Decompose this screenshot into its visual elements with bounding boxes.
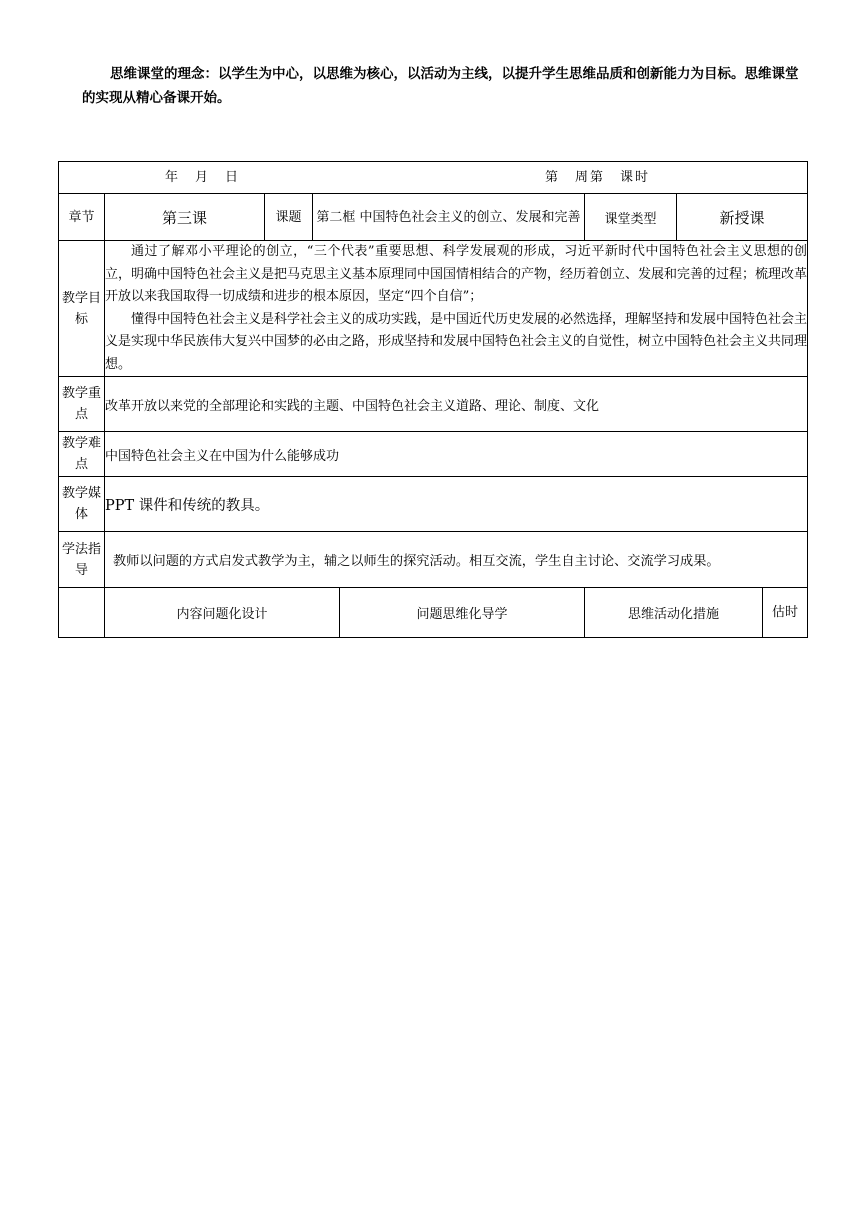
info-row [59,194,808,241]
date-row [59,162,808,194]
topic-value: 第二框 中国特色社会主义的创立、发展和完善 [313,194,585,241]
week-period-text: 第 周第 课时 [545,170,651,185]
column-header-row [59,588,808,638]
media-row [59,477,808,532]
column-time-estimate: 估时 [763,588,808,638]
key-points-row [59,377,808,432]
column-question-guide: 问题思维化导学 [340,588,585,638]
method-label: 学法指导 [59,532,105,588]
goals-paragraph-2: 懂得中国特色社会主义是科学社会主义的成功实践，是中国近代历史发展的必然选择，理解坚持和发展中国特色社会主义是实现中华民族伟大复兴中国梦的必由之路，形成坚持和发展中国特色社会主义的自觉性，树立中国特色社会主义共同理想。 [105,311,808,372]
chapter-label: 章节 [59,194,105,241]
difficulty-value: 中国特色社会主义在中国为什么能够成功 [105,432,808,477]
goals-label: 教学目标 [59,241,105,377]
method-value: 教师以问题的方式启发式教学为主，辅之以师生的探究活动。相互交流，学生自主讨论、交流学习成果。 [105,532,808,588]
method-row [59,532,808,588]
chapter-value: 第三课 [105,194,265,241]
intro-paragraph: 思维课堂的理念：以学生为中心，以思维为核心，以活动为主线，以提升学生思维品质和创新能力为目标。思维课堂的实现从精心备课开始。 [82,66,799,106]
goals-paragraph-1: 通过了解邓小平理论的创立，“三个代表”重要思想、科学发展观的形成，习近平新时代中国特色社会主义思想的创立，明确中国特色社会主义是把马克思主义基本原理同中国国情相结合的产物，经历着创立、发展和完善的过程；梳理改革开放以来我国取得一切成绩和进步的根本原因，坚定“四个自信”； [105,244,808,304]
lesson-plan-table [58,161,808,638]
blank-cell [59,588,105,638]
goals-row [59,241,808,377]
column-activity-measures: 思维活动化措施 [585,588,763,638]
difficulty-label: 教学难点 [59,432,105,477]
topic-label: 课题 [265,194,313,241]
media-label: 教学媒体 [59,477,105,532]
media-value: PPT 课件和传统的教具。 [105,477,808,532]
difficulty-row [59,432,808,477]
class-type-value: 新授课 [677,194,808,241]
key-points-label: 教学重点 [59,377,105,432]
column-content-design: 内容问题化设计 [105,588,340,638]
key-points-value: 改革开放以来党的全部理论和实践的主题、中国特色社会主义道路、理论、制度、文化 [105,377,808,432]
class-type-label: 课堂类型 [585,194,677,241]
date-text: 年 月 日 [165,170,241,185]
goals-content [105,241,808,377]
